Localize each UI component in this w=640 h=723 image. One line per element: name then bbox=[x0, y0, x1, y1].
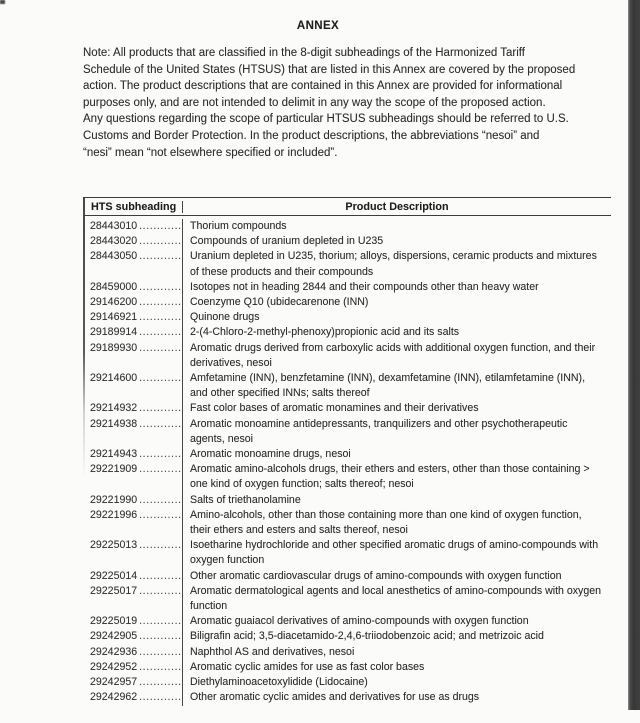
hts-code: 28443010 bbox=[90, 220, 138, 232]
product-description: Compounds of uranium depleted in U235 bbox=[182, 234, 611, 249]
table-row bbox=[83, 447, 611, 462]
hts-code: 29189930 bbox=[90, 341, 138, 354]
hts-code: 29214932 bbox=[90, 402, 138, 415]
hts-code-cell bbox=[83, 280, 182, 295]
hts-code: 29214938 bbox=[90, 417, 138, 430]
table-row bbox=[83, 417, 611, 447]
table-row bbox=[83, 584, 611, 614]
table-row bbox=[83, 462, 611, 492]
table-row bbox=[83, 690, 611, 705]
hts-code: 28459000 bbox=[90, 280, 138, 293]
product-description: Aromatic amino-alcohols drugs, their ethers and esters, other than those containing > one kind of oxygen function; salts thereof; nesoi bbox=[182, 462, 611, 492]
dot-leader: ............ bbox=[139, 280, 182, 293]
hts-code: 29146921 bbox=[90, 311, 138, 324]
dot-leader: ............ bbox=[139, 630, 182, 643]
hts-code: 29225013 bbox=[90, 539, 138, 552]
dot-leader: ............ bbox=[139, 660, 182, 673]
hts-code: 29189914 bbox=[90, 326, 138, 339]
hts-code: 29214600 bbox=[90, 372, 138, 385]
product-description: Aromatic drugs derived from carboxylic acids with additional oxygen function, and their derivatives, nesoi bbox=[182, 341, 611, 371]
table-row bbox=[83, 249, 611, 279]
table-row bbox=[83, 295, 611, 310]
note-line: action. The product descriptions that are contained in this Annex are provided for informational bbox=[83, 80, 563, 93]
product-description: Amfetamine (INN), benzfetamine (INN), dexamfetamine (INN), etilamfetamine (INN), and other specified INNs; salts thereof bbox=[182, 371, 611, 401]
table-row bbox=[83, 234, 611, 249]
note-line: Any questions regarding the scope of particular HTSUS subheadings should be referred to U.S. bbox=[83, 113, 569, 126]
page-title: ANNEX bbox=[296, 20, 340, 32]
table-body bbox=[83, 216, 611, 711]
dot-leader: ............ bbox=[139, 584, 182, 597]
table-row bbox=[83, 629, 611, 644]
scan-corner-artifact bbox=[0, 0, 5, 4]
hts-code-cell bbox=[83, 219, 182, 234]
hts-code-cell bbox=[83, 325, 182, 340]
note-line: Schedule of the United States (HTSUS) that are listed in this Annex are covered by the proposed bbox=[83, 63, 576, 76]
dot-leader: ............ bbox=[139, 448, 182, 461]
hts-code-cell bbox=[83, 645, 182, 660]
product-description: Biligrafin acid; 3,5-diacetamido-2,4,6-triiodobenzoic acid; and metrizoic acid bbox=[182, 629, 611, 644]
product-description: Salts of triethanolamine bbox=[182, 493, 611, 508]
product-description: Isoetharine hydrochloride and other specified aromatic drugs of amino-compounds with oxygen function bbox=[182, 538, 611, 568]
hts-code: 29221996 bbox=[90, 508, 138, 521]
hts-code-cell bbox=[83, 341, 182, 371]
hts-code-cell bbox=[83, 629, 182, 644]
table-row bbox=[83, 645, 611, 660]
dot-leader: ............ bbox=[139, 220, 182, 232]
dot-leader: ............ bbox=[139, 691, 182, 704]
hts-code: 29225017 bbox=[90, 584, 138, 597]
product-description: 2-(4-Chloro-2-methyl-phenoxy)propionic acid and its salts bbox=[182, 325, 611, 340]
table-row bbox=[83, 538, 611, 568]
hts-code-cell bbox=[83, 493, 182, 508]
hts-code: 29221990 bbox=[90, 493, 138, 506]
dot-leader: ............ bbox=[139, 417, 182, 430]
hts-code-cell bbox=[83, 401, 182, 416]
product-description: Quinone drugs bbox=[182, 310, 611, 325]
table-row bbox=[83, 569, 611, 584]
dot-leader: ............ bbox=[139, 250, 182, 263]
product-description: Aromatic monoamine antidepressants, tranquilizers and other psychotherapeutic agents, nesoi bbox=[182, 417, 611, 447]
hts-code: 29225014 bbox=[90, 569, 138, 582]
table-header-row bbox=[83, 197, 611, 216]
dot-leader: ............ bbox=[139, 311, 182, 324]
note-line: Note: All products that are classified in the 8-digit subheadings of the Harmonized Tariff bbox=[83, 47, 525, 59]
product-description: Aromatic cyclic amides for use as fast color bases bbox=[182, 660, 611, 675]
hts-code-cell bbox=[83, 310, 182, 325]
dot-leader: ............ bbox=[139, 372, 182, 385]
product-description: Naphthol AS and derivatives, nesoi bbox=[182, 645, 611, 660]
dot-leader: ............ bbox=[139, 402, 182, 415]
dot-leader: ............ bbox=[139, 615, 182, 628]
hts-code-cell bbox=[83, 447, 182, 462]
note-paragraph bbox=[83, 45, 583, 161]
product-description: Diethylaminoacetoxylidide (Lidocaine) bbox=[182, 675, 611, 690]
hts-code: 29242905 bbox=[90, 630, 138, 643]
dot-leader: ............ bbox=[139, 569, 182, 582]
hts-code-cell bbox=[83, 660, 182, 675]
table-row bbox=[83, 341, 611, 371]
table-row bbox=[83, 310, 611, 325]
table-row bbox=[83, 371, 611, 401]
product-description: Isotopes not in heading 2844 and their compounds other than heavy water bbox=[182, 280, 611, 295]
hts-code-cell bbox=[83, 614, 182, 629]
dot-leader: ............ bbox=[139, 508, 182, 521]
hts-code-cell bbox=[83, 569, 182, 584]
note-line: Customs and Border Protection. In the product descriptions, the abbreviations “nesoi” and bbox=[83, 129, 540, 142]
table-row bbox=[83, 493, 611, 508]
hts-code: 29242952 bbox=[90, 660, 138, 673]
hts-code-cell bbox=[83, 675, 182, 690]
dot-leader: ............ bbox=[139, 463, 182, 476]
hts-code: 29225019 bbox=[90, 615, 138, 628]
hts-code: 28443020 bbox=[90, 235, 138, 248]
table-row bbox=[83, 280, 611, 295]
table-row bbox=[83, 660, 611, 675]
dot-leader: ............ bbox=[139, 539, 182, 552]
dot-leader: ............ bbox=[139, 341, 182, 354]
hts-code-cell bbox=[83, 295, 182, 310]
product-description: Other aromatic cyclic amides and derivatives for use as drugs bbox=[182, 690, 611, 705]
dot-leader: ............ bbox=[139, 296, 182, 309]
column-header-product-description: Product Description bbox=[182, 201, 611, 213]
hts-code: 29242962 bbox=[90, 691, 138, 704]
table-row bbox=[83, 325, 611, 340]
table-row bbox=[83, 614, 611, 629]
hts-code-cell bbox=[83, 584, 182, 614]
hts-code: 29242936 bbox=[90, 645, 138, 658]
product-description: Aromatic monoamine drugs, nesoi bbox=[182, 447, 611, 462]
hts-code: 29221909 bbox=[90, 463, 138, 476]
dot-leader: ............ bbox=[139, 676, 182, 689]
note-line: “nesi” mean “not elsewhere specified or included”. bbox=[83, 146, 338, 159]
hts-table bbox=[83, 197, 611, 711]
product-description: Thorium compounds bbox=[182, 219, 611, 234]
product-description: Uranium depleted in U235, thorium; alloys, dispersions, ceramic products and mixtures of these products and their compounds bbox=[182, 249, 611, 279]
hts-code-cell bbox=[83, 538, 182, 568]
dot-leader: ............ bbox=[139, 326, 182, 339]
hts-code-cell bbox=[83, 249, 182, 279]
product-description: Amino-alcohols, other than those containing more than one kind of oxygen function, their ethers and esters and salts thereof, nesoi bbox=[182, 508, 611, 538]
hts-code-cell bbox=[83, 508, 182, 538]
product-description: Aromatic dermatological agents and local anesthetics of amino-compounds with oxygen function bbox=[182, 584, 611, 614]
note-line: purposes only, and are not intended to delimit in any way the scope of the proposed action. bbox=[83, 96, 546, 109]
hts-code-cell bbox=[83, 462, 182, 492]
hts-code: 29146200 bbox=[90, 296, 138, 309]
hts-code: 29214943 bbox=[90, 448, 138, 461]
dot-leader: ............ bbox=[139, 493, 182, 506]
table-row bbox=[83, 508, 611, 538]
hts-code-cell bbox=[83, 690, 182, 705]
hts-code-cell bbox=[83, 234, 182, 249]
table-row bbox=[83, 219, 611, 234]
hts-code-cell bbox=[83, 417, 182, 447]
dot-leader: ............ bbox=[139, 645, 182, 658]
table-row bbox=[83, 401, 611, 416]
table-row bbox=[83, 675, 611, 690]
product-description: Aromatic guaiacol derivatives of amino-compounds with oxygen function bbox=[182, 614, 611, 629]
product-description: Other aromatic cardiovascular drugs of amino-compounds with oxygen function bbox=[182, 569, 611, 584]
column-header-hts-subheading: HTS subheading bbox=[91, 200, 177, 213]
hts-code: 28443050 bbox=[90, 250, 138, 263]
dot-leader: ............ bbox=[139, 235, 182, 248]
hts-code: 29242957 bbox=[90, 676, 138, 689]
scan-edge-bar bbox=[628, 0, 640, 710]
product-description: Coenzyme Q10 (ubidecarenone (INN) bbox=[182, 295, 611, 310]
product-description: Fast color bases of aromatic monamines and their derivatives bbox=[182, 401, 611, 416]
hts-code-cell bbox=[83, 371, 182, 401]
